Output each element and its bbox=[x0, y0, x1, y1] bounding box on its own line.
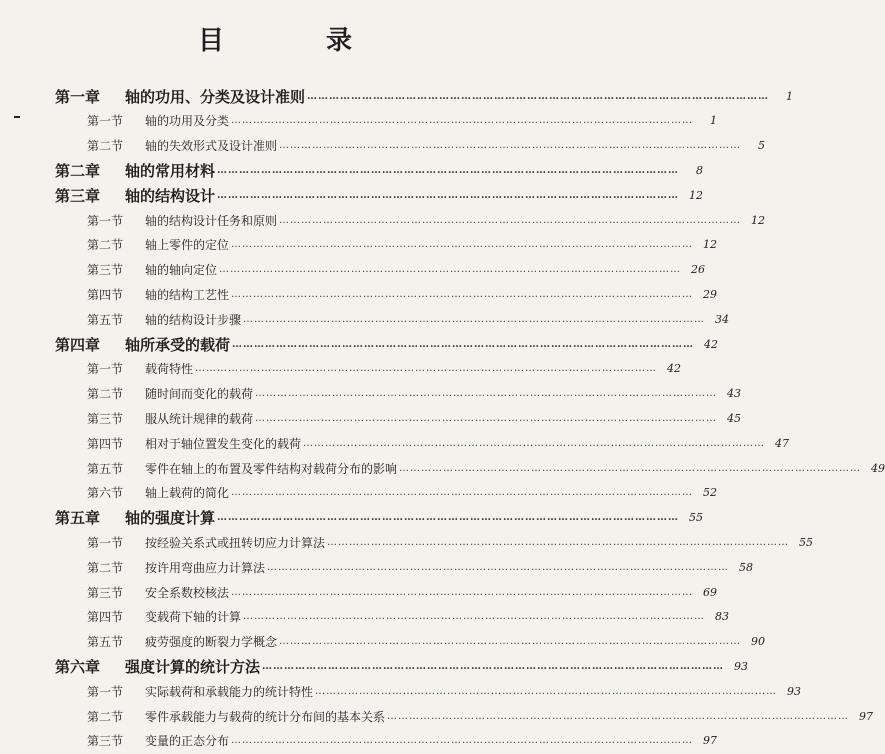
toc-entry-page: 12 bbox=[751, 213, 766, 227]
toc-section-row bbox=[0, 729, 718, 753]
toc-entry-page: 29 bbox=[703, 287, 718, 301]
toc-section-row bbox=[0, 134, 766, 158]
toc-section-row bbox=[0, 307, 730, 331]
dot-leader: ……………………………………………………………………………………………………………… bbox=[262, 660, 725, 672]
toc-entry-page: 12 bbox=[689, 188, 704, 202]
toc-section-row bbox=[0, 357, 682, 381]
dot-leader: ……………………………………………………………………………………………………………… bbox=[243, 611, 706, 623]
dot-leader: ……………………………………………………………………………………………………………… bbox=[232, 338, 695, 350]
toc-section-row bbox=[0, 481, 718, 505]
toc-entry-title: 按经验关系式或扭转切应力计算法 bbox=[145, 535, 326, 550]
toc-entry-title: 轴上零件的定位 bbox=[145, 238, 230, 253]
page-title: 目 录 bbox=[197, 26, 390, 56]
toc-entry-label: 第三节 bbox=[87, 263, 124, 278]
toc-section-row bbox=[0, 456, 885, 480]
dot-leader: ……………………………………………………………………………………………………………… bbox=[217, 189, 680, 201]
toc-chapter-row bbox=[0, 158, 704, 182]
toc-entry-label: 第一节 bbox=[87, 213, 124, 228]
toc-chapter-row bbox=[0, 183, 704, 207]
toc-entry-page: 97 bbox=[703, 734, 718, 748]
toc-entry-title: 安全系数校核法 bbox=[145, 585, 230, 600]
toc-entry-page: 1 bbox=[710, 114, 718, 128]
dot-leader: ……………………………………………………………………………………………………………… bbox=[307, 90, 770, 102]
toc-entry-page: 5 bbox=[758, 139, 766, 153]
toc-entry-title: 零件在轴上的布置及零件结构对载荷分布的影响 bbox=[145, 461, 398, 476]
toc-entry-page: 26 bbox=[691, 263, 706, 277]
toc-entry-title: 轴的结构设计任务和原则 bbox=[145, 213, 278, 228]
toc-section-row bbox=[0, 605, 730, 629]
toc-entry-page: 55 bbox=[799, 535, 814, 549]
toc-entry-title: 轴的失效形式及设计准则 bbox=[145, 139, 278, 154]
toc-entry-title: 变量的正态分布 bbox=[145, 734, 230, 749]
toc-entry-title: 轴的强度计算 bbox=[125, 509, 216, 528]
toc-entry-label: 第五节 bbox=[87, 312, 124, 327]
toc-entry-label: 第一节 bbox=[87, 535, 124, 550]
dot-leader: ……………………………………………………………………………………………………………… bbox=[315, 685, 778, 697]
dot-leader: ……………………………………………………………………………………………………………… bbox=[255, 388, 718, 400]
toc-section-row bbox=[0, 208, 766, 232]
toc-entry-page: 83 bbox=[715, 610, 730, 624]
toc-entry-label: 第一节 bbox=[87, 114, 124, 129]
dot-leader: ……………………………………………………………………………………………………………… bbox=[231, 115, 694, 127]
toc-entry-page: 42 bbox=[704, 337, 719, 351]
dot-leader: ……………………………………………………………………………………………………………… bbox=[399, 462, 862, 474]
dot-leader: ……………………………………………………………………………………………………………… bbox=[231, 735, 694, 747]
toc-entry-page: 1 bbox=[786, 89, 794, 103]
toc-entry-title: 轴所承受的载荷 bbox=[125, 335, 231, 354]
toc-entry-title: 轴上载荷的简化 bbox=[145, 486, 230, 501]
dot-leader: ……………………………………………………………………………………………………………… bbox=[217, 164, 680, 176]
toc-entry-page: 58 bbox=[739, 560, 754, 574]
toc-entry-title: 按许用弯曲应力计算法 bbox=[145, 560, 266, 575]
toc-entry-title: 轴的结构工艺性 bbox=[145, 287, 230, 302]
toc-entry-label: 第五节 bbox=[87, 635, 124, 650]
toc-entry-page: 93 bbox=[734, 659, 749, 673]
toc-entry-page: 8 bbox=[696, 163, 704, 177]
toc-entry-page: 34 bbox=[715, 312, 730, 326]
toc-entry-label: 第一节 bbox=[87, 684, 124, 699]
toc-entry-title: 随时间而变化的载荷 bbox=[145, 387, 254, 402]
toc-entry-label: 第四节 bbox=[87, 436, 124, 451]
toc-entry-title: 强度计算的统计方法 bbox=[125, 657, 261, 676]
toc-entry-label: 第二节 bbox=[87, 709, 124, 724]
toc-section-row bbox=[0, 233, 718, 257]
toc-entry-label: 第三节 bbox=[87, 411, 124, 426]
toc-entry-label: 第六节 bbox=[87, 486, 124, 501]
toc-section-row bbox=[0, 282, 718, 306]
toc-section-row bbox=[0, 382, 742, 406]
toc-entry-label: 第一节 bbox=[87, 362, 124, 377]
dot-leader: ……………………………………………………………………………………………………………… bbox=[243, 313, 706, 325]
dot-leader: ……………………………………………………………………………………………………………… bbox=[195, 363, 658, 375]
toc-entry-title: 服从统计规律的载荷 bbox=[145, 411, 254, 426]
toc-entry-title: 零件承载能力与载荷的统计分布间的基本关系 bbox=[145, 709, 386, 724]
toc-entry-title: 轴的轴向定位 bbox=[145, 263, 218, 278]
dot-leader: ……………………………………………………………………………………………………………… bbox=[279, 140, 742, 152]
toc-section-row bbox=[0, 530, 814, 554]
toc-entry-title: 轴的功用、分类及设计准则 bbox=[125, 87, 306, 106]
toc-entry-page: 52 bbox=[703, 486, 718, 500]
dot-leader: ……………………………………………………………………………………………………………… bbox=[279, 636, 742, 648]
toc-entry-page: 42 bbox=[667, 362, 682, 376]
toc-entry-title: 相对于轴位置发生变化的载荷 bbox=[145, 436, 302, 451]
toc-entry-label: 第三节 bbox=[87, 734, 124, 749]
toc-section-row bbox=[0, 431, 790, 455]
toc-chapter-row bbox=[0, 332, 719, 356]
toc-entry-label: 第三节 bbox=[87, 585, 124, 600]
toc-section-row bbox=[0, 555, 754, 579]
dot-leader: ……………………………………………………………………………………………………………… bbox=[267, 561, 730, 573]
toc-section-row bbox=[0, 258, 706, 282]
toc-entry-label: 第二节 bbox=[87, 139, 124, 154]
toc-chapter-row bbox=[0, 506, 704, 530]
toc-entry-label: 第二节 bbox=[87, 238, 124, 253]
dot-leader: ……………………………………………………………………………………………………………… bbox=[387, 710, 850, 722]
toc-entry-page: 45 bbox=[727, 411, 742, 425]
toc-entry-page: 93 bbox=[787, 684, 802, 698]
toc-entry-page: 43 bbox=[727, 387, 742, 401]
toc-entry-label: 第五章 bbox=[55, 509, 101, 528]
dot-leader: ……………………………………………………………………………………………………………… bbox=[231, 288, 694, 300]
dot-leader: ……………………………………………………………………………………………………………… bbox=[327, 536, 790, 548]
dot-leader: ……………………………………………………………………………………………………………… bbox=[231, 586, 694, 598]
toc-section-row bbox=[0, 630, 766, 654]
toc-entry-page: 55 bbox=[689, 511, 704, 525]
toc-entry-page: 47 bbox=[775, 436, 790, 450]
toc-entry-label: 第三章 bbox=[55, 186, 101, 205]
toc-entry-title: 轴的常用材料 bbox=[125, 161, 216, 180]
toc-entry-label: 第二节 bbox=[87, 560, 124, 575]
dot-leader: ……………………………………………………………………………………………………………… bbox=[279, 214, 742, 226]
dot-leader: ……………………………………………………………………………………………………………… bbox=[219, 264, 682, 276]
toc-chapter-row bbox=[0, 654, 749, 678]
toc-section-row bbox=[0, 109, 718, 133]
toc-entry-title: 载荷特性 bbox=[145, 362, 194, 377]
dot-leader: ……………………………………………………………………………………………………………… bbox=[255, 412, 718, 424]
toc-entry-page: 69 bbox=[703, 585, 718, 599]
toc-entry-page: 49 bbox=[871, 461, 885, 475]
toc-entry-label: 第五节 bbox=[87, 461, 124, 476]
dot-leader: ……………………………………………………………………………………………………………… bbox=[217, 512, 680, 524]
toc-entry-label: 第四节 bbox=[87, 287, 124, 302]
toc-entry-title: 轴的结构设计 bbox=[125, 186, 216, 205]
toc-entry-title: 轴的功用及分类 bbox=[145, 114, 230, 129]
dot-leader: ……………………………………………………………………………………………………………… bbox=[231, 239, 694, 251]
dot-leader: ……………………………………………………………………………………………………………… bbox=[303, 437, 766, 449]
toc-entry-label: 第二章 bbox=[55, 161, 101, 180]
toc-entry-label: 第六章 bbox=[55, 657, 101, 676]
toc-entry-page: 12 bbox=[703, 238, 718, 252]
toc-section-row bbox=[0, 679, 802, 703]
toc-entry-label: 第二节 bbox=[87, 387, 124, 402]
toc-entry-title: 变载荷下轴的计算 bbox=[145, 610, 242, 625]
toc-entry-page: 97 bbox=[859, 709, 874, 723]
dot-leader: ……………………………………………………………………………………………………………… bbox=[231, 487, 694, 499]
toc-entry-label: 第四章 bbox=[55, 335, 101, 354]
toc-entry-page: 90 bbox=[751, 635, 766, 649]
toc-chapter-row bbox=[0, 84, 794, 108]
toc-section-row bbox=[0, 704, 874, 728]
toc-entry-title: 疲劳强度的断裂力学概念 bbox=[145, 635, 278, 650]
toc-entry-label: 第四节 bbox=[87, 610, 124, 625]
toc-entry-label: 第一章 bbox=[55, 87, 101, 106]
toc-section-row bbox=[0, 406, 742, 430]
toc-entry-title: 轴的结构设计步骤 bbox=[145, 312, 242, 327]
toc-entry-title: 实际载荷和承载能力的统计特性 bbox=[145, 684, 314, 699]
toc-section-row bbox=[0, 580, 718, 604]
